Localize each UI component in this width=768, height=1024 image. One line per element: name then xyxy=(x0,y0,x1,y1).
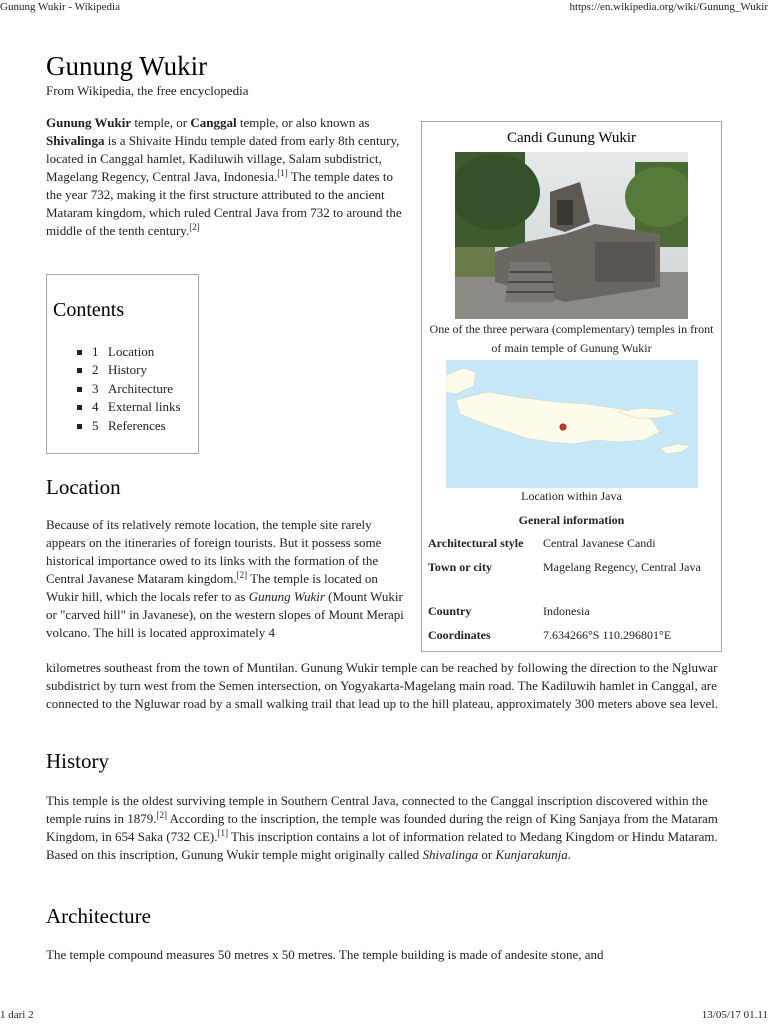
infobox-title: Candi Gunung Wukir xyxy=(506,130,637,146)
general-information-header: General information xyxy=(518,513,625,527)
reference-link[interactable]: [1] xyxy=(217,828,229,838)
photo-caption: One of the three perwara (complementary) temples in front of main temple of Gunung Wukir xyxy=(429,322,714,355)
architecture-paragraph: The temple compound measures 50 metres x 50 metres. The temple building is made of andesite stone, and xyxy=(46,947,604,962)
infobox: Candi Gunung Wukir One of the three perwara (complementary) temples in front of main temple of Gunung Wukir Location within Java General information Architectural style Central Javanese Candi Town or city Magelang Regency, Central Java Country Indonesia Coordinates 7.634266°S 110.296801°E xyxy=(421,121,722,652)
toc-item-location[interactable]: 1 Location xyxy=(77,343,181,361)
toc-item-external-links[interactable]: 4 External links xyxy=(77,398,181,416)
toc-item-references[interactable]: 5 References xyxy=(77,417,181,435)
toc-list xyxy=(77,343,181,435)
reference-link[interactable]: [2] xyxy=(189,222,200,232)
section-heading-location: Location xyxy=(46,475,121,499)
toc-item-history[interactable]: 2 History xyxy=(77,361,181,379)
bullet-icon xyxy=(77,387,82,392)
intro-bold-canggal: Canggal xyxy=(190,115,237,130)
intro-paragraph: Gunung Wukir temple, or Canggal temple, or also known as Shivalinga is a Shivaite Hindu temple dated from early 8th century, located in Canggal hamlet, Kadiluwih village, Salam subdistrict, Magelang Regency, Central Java, Indonesia.[1] The temple dates to the year 732, making it the first structure attributed to the ancient Mataram kingdom, which ruled Central Java from 732 to around the middle of the tenth century.[2] xyxy=(46,115,402,238)
print-footer xyxy=(0,1006,768,1024)
location-paragraph: Because of its relatively remote location, the temple site rarely appears on the itineraries of foreign tourists. But it possess some historical importance owed to its links with the formation of the Central Javanese Mataram kingdom.[2] The temple is located on Wukir hill, which the locals refer to as Gunung Wukir (Mount Wukir or "carved hill" in Javanese), on the western slopes of Mount Merapi volcano. The hill is located approximately 4 xyxy=(46,517,404,640)
print-page-title: Gunung Wukir - Wikipedia xyxy=(0,1,120,13)
map-caption: Location within Java xyxy=(521,489,622,503)
temple-photo[interactable] xyxy=(455,152,688,319)
table-of-contents xyxy=(46,274,199,454)
page-number: 1 dari 2 xyxy=(0,1009,34,1021)
section-heading-history: History xyxy=(46,749,109,773)
print-header xyxy=(0,0,768,16)
toc-title: Contents xyxy=(53,299,125,321)
bullet-icon xyxy=(77,368,82,373)
bullet-icon xyxy=(77,424,82,429)
section-heading-architecture: Architecture xyxy=(46,904,151,928)
toc-item-architecture[interactable]: 3 Architecture xyxy=(77,380,181,398)
history-paragraph: This temple is the oldest surviving temple in Southern Central Java, connected to the Canggal inscription discovered within the temple ruins in 1879.[2] According to the inscription, the temple was founded during the reign of King Sanjaya from the Mataram Kingdom, in 654 Saka (732 CE).[1] This inscription contains a lot of information related to Medang Kingdom or Hindu Mataram. Based on this inscription, Gunung Wukir temple might originally called Shivalinga or Kunjarakunja. xyxy=(46,793,718,862)
bullet-icon xyxy=(77,350,82,355)
bullet-icon xyxy=(77,405,82,410)
location-paragraph-continued: kilometres southeast from the town of Muntilan. Gunung Wukir temple can be reached by following the direction to the Ngluwar subdistrict by turn west from the Semen intersection, on Yogyakarta-Magelang main road. The Kadiluwih hamlet in Canggal, are connected to the Ngluwar road by a small walking trail that lead up to the hill plateau, approximately 300 meters above sea level. xyxy=(46,660,719,711)
intro-bold-name: Gunung Wukir xyxy=(46,115,132,130)
java-location-map[interactable] xyxy=(446,360,698,488)
reference-link[interactable]: [2] xyxy=(156,810,167,820)
reference-link[interactable]: [1] xyxy=(277,168,288,178)
intro-bold-shivalinga: Shivalinga xyxy=(46,133,105,148)
print-datetime: 13/05/17 01.11 xyxy=(701,1009,768,1021)
reference-link[interactable]: [2] xyxy=(236,570,248,580)
site-tagline: From Wikipedia, the free encyclopedia xyxy=(46,83,249,98)
page-title: Gunung Wukir xyxy=(46,51,208,81)
print-page-url: https://en.wikipedia.org/wiki/Gunung_Wukir xyxy=(569,1,768,13)
